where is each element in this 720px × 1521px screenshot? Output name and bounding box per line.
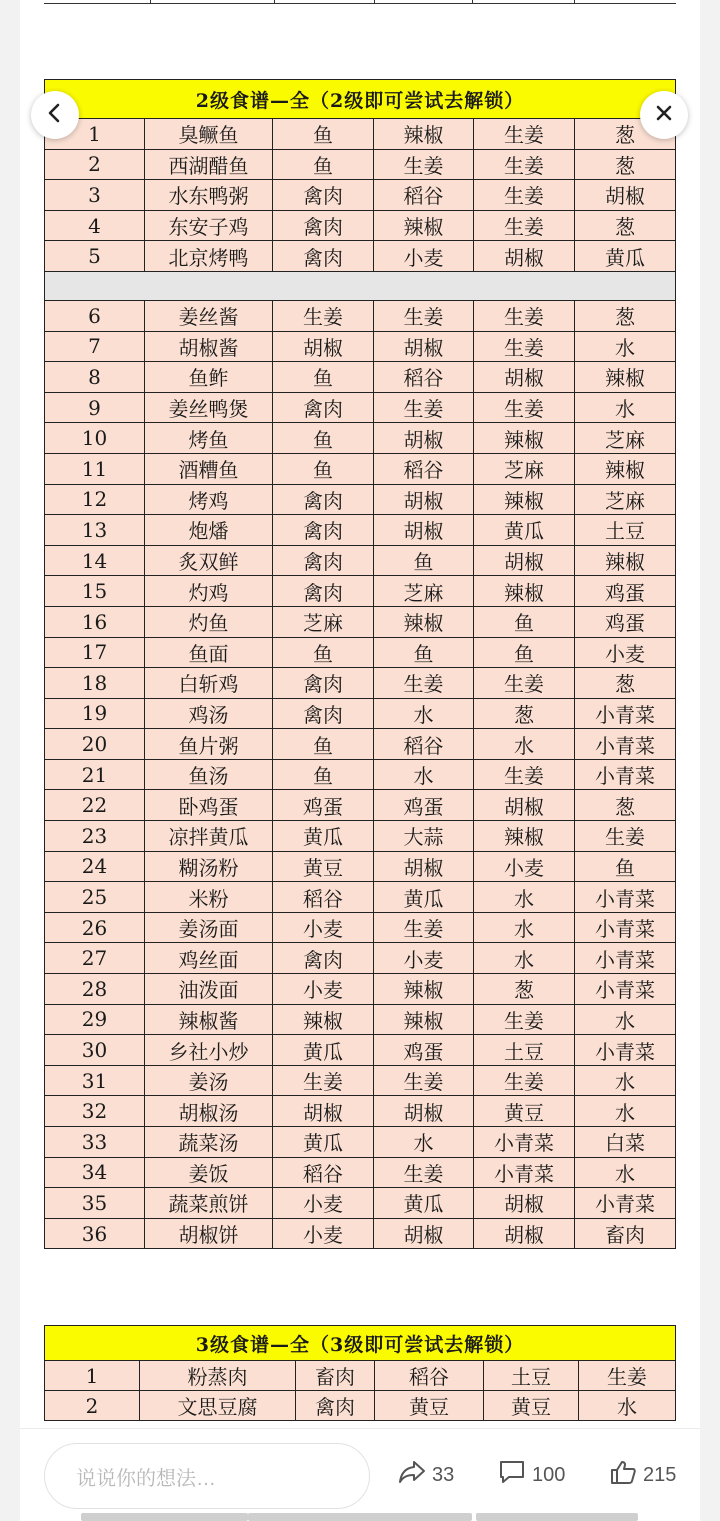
ingredient-cell: 稻谷 xyxy=(374,180,474,211)
ingredient-cell: 胡椒 xyxy=(374,1096,474,1127)
ingredient-cell: 芝麻 xyxy=(474,453,575,484)
ingredient-cell: 胡椒 xyxy=(374,331,474,362)
row-number-cell: 5 xyxy=(45,241,145,272)
row-number-cell: 34 xyxy=(45,1157,145,1188)
ingredient-cell: 生姜 xyxy=(474,210,575,241)
comment-icon xyxy=(498,1459,532,1491)
table-row xyxy=(45,515,676,546)
ingredient-cell: 水 xyxy=(374,698,474,729)
dish-name-cell: 文思豆腐 xyxy=(140,1391,296,1421)
ingredient-cell: 生姜 xyxy=(374,149,474,180)
row-number-cell: 33 xyxy=(45,1127,145,1158)
table-row xyxy=(45,119,676,150)
row-number-cell: 29 xyxy=(45,1004,145,1035)
ingredient-cell: 禽肉 xyxy=(273,515,374,546)
ingredient-cell: 稻谷 xyxy=(273,1157,374,1188)
ingredient-cell: 鱼 xyxy=(273,423,374,454)
ingredient-cell: 辣椒 xyxy=(575,453,676,484)
ingredient-cell: 稻谷 xyxy=(374,453,474,484)
table-row xyxy=(45,912,676,943)
ingredient-cell: 小青菜 xyxy=(575,882,676,913)
row-number-cell: 32 xyxy=(45,1096,145,1127)
table-row xyxy=(45,392,676,423)
ingredient-cell: 生姜 xyxy=(273,300,374,331)
ingredient-cell: 水 xyxy=(474,882,575,913)
ingredient-cell: 鸡蛋 xyxy=(374,790,474,821)
dish-name-cell: 凉拌黄瓜 xyxy=(145,821,273,852)
ingredient-cell: 生姜 xyxy=(474,1065,575,1096)
ingredient-cell: 生姜 xyxy=(374,1157,474,1188)
ingredient-cell: 葱 xyxy=(575,119,676,150)
dish-name-cell: 鱼鲊 xyxy=(145,362,273,393)
row-number-cell: 9 xyxy=(45,392,145,423)
table-title: 3级食谱—全（3级即可尝试去解锁） xyxy=(45,1326,676,1361)
row-number-cell: 35 xyxy=(45,1188,145,1219)
ingredient-cell: 鱼 xyxy=(474,606,575,637)
ingredient-cell: 胡椒 xyxy=(474,1188,575,1219)
ingredient-cell: 鸡蛋 xyxy=(575,606,676,637)
ingredient-cell: 小麦 xyxy=(273,1188,374,1219)
dish-name-cell: 卧鸡蛋 xyxy=(145,790,273,821)
ingredient-cell: 小青菜 xyxy=(575,729,676,760)
ingredient-cell: 鱼 xyxy=(575,851,676,882)
ingredient-cell: 胡椒 xyxy=(374,423,474,454)
row-number-cell: 6 xyxy=(45,300,145,331)
ingredient-cell: 鱼 xyxy=(273,362,374,393)
ingredient-cell: 鱼 xyxy=(273,119,374,150)
table-row xyxy=(45,790,676,821)
ingredient-cell: 小青菜 xyxy=(575,698,676,729)
ingredient-cell: 土豆 xyxy=(575,515,676,546)
dish-name-cell: 臭鳜鱼 xyxy=(145,119,273,150)
ingredient-cell: 芝麻 xyxy=(575,423,676,454)
ingredient-cell: 葱 xyxy=(575,149,676,180)
table-row xyxy=(45,1361,676,1391)
ingredient-cell: 鸡蛋 xyxy=(273,790,374,821)
comment-button[interactable] xyxy=(498,1459,565,1491)
ingredient-cell: 辣椒 xyxy=(474,821,575,852)
ingredient-cell: 水 xyxy=(575,331,676,362)
table-row xyxy=(45,300,676,331)
table-row xyxy=(45,210,676,241)
ingredient-cell: 辣椒 xyxy=(474,576,575,607)
ingredient-cell: 鱼 xyxy=(273,453,374,484)
dish-name-cell: 胡椒饼 xyxy=(145,1218,273,1249)
table-row xyxy=(45,729,676,760)
comment-count: 100 xyxy=(532,1463,566,1486)
ingredient-cell: 生姜 xyxy=(374,912,474,943)
close-icon xyxy=(654,103,674,127)
ingredient-cell: 水 xyxy=(474,943,575,974)
ingredient-cell: 辣椒 xyxy=(374,974,474,1005)
ingredient-cell: 小麦 xyxy=(273,912,374,943)
ingredient-cell: 生姜 xyxy=(273,1065,374,1096)
ingredient-cell: 生姜 xyxy=(474,119,575,150)
ingredient-cell: 水 xyxy=(575,1096,676,1127)
dish-name-cell: 东安子鸡 xyxy=(145,210,273,241)
ingredient-cell: 胡椒 xyxy=(374,484,474,515)
row-number-cell: 21 xyxy=(45,759,145,790)
ingredient-cell: 水 xyxy=(374,759,474,790)
ingredient-cell: 水 xyxy=(474,912,575,943)
thumbs-up-icon xyxy=(609,1459,643,1491)
ingredient-cell: 鸡蛋 xyxy=(575,576,676,607)
table-row xyxy=(45,362,676,393)
dish-name-cell: 油泼面 xyxy=(145,974,273,1005)
dish-name-cell: 辣椒酱 xyxy=(145,1004,273,1035)
ingredient-cell: 胡椒 xyxy=(575,180,676,211)
ingredient-cell: 小青菜 xyxy=(474,1157,575,1188)
row-number-cell: 12 xyxy=(45,484,145,515)
ingredient-cell: 黄瓜 xyxy=(374,1188,474,1219)
table-row xyxy=(45,974,676,1005)
dish-name-cell: 北京烤鸭 xyxy=(145,241,273,272)
table-row xyxy=(45,545,676,576)
ingredient-cell: 稻谷 xyxy=(375,1361,484,1391)
ingredient-cell: 小青菜 xyxy=(474,1127,575,1158)
comment-placeholder: 说说你的想法… xyxy=(76,1467,216,1490)
ingredient-cell: 土豆 xyxy=(484,1361,579,1391)
table-row xyxy=(45,484,676,515)
row-number-cell: 27 xyxy=(45,943,145,974)
ingredient-cell: 生姜 xyxy=(579,1361,676,1391)
dish-name-cell: 蔬菜煎饼 xyxy=(145,1188,273,1219)
dish-name-cell: 酒糟鱼 xyxy=(145,453,273,484)
ingredient-cell: 水 xyxy=(575,1004,676,1035)
ingredient-cell: 生姜 xyxy=(474,180,575,211)
dish-name-cell: 姜丝酱 xyxy=(145,300,273,331)
ingredient-cell: 畜肉 xyxy=(575,1218,676,1249)
ingredient-cell: 黄豆 xyxy=(474,1096,575,1127)
dish-name-cell: 胡椒汤 xyxy=(145,1096,273,1127)
ingredient-cell: 辣椒 xyxy=(374,210,474,241)
ingredient-cell: 胡椒 xyxy=(474,1218,575,1249)
row-number-cell: 24 xyxy=(45,851,145,882)
ingredient-cell: 鱼 xyxy=(273,149,374,180)
ingredient-cell: 禽肉 xyxy=(273,576,374,607)
ingredient-cell: 小麦 xyxy=(575,637,676,668)
ingredient-cell: 生姜 xyxy=(474,1004,575,1035)
ingredient-cell: 葱 xyxy=(575,210,676,241)
back-button[interactable] xyxy=(31,91,79,139)
ingredient-cell: 土豆 xyxy=(474,1035,575,1066)
ingredient-cell: 辣椒 xyxy=(474,423,575,454)
ingredient-cell: 生姜 xyxy=(575,821,676,852)
table-title: 2级食谱—全（2级即可尝试去解锁） xyxy=(45,80,676,119)
ingredient-cell: 禽肉 xyxy=(273,484,374,515)
ingredient-cell: 辣椒 xyxy=(273,1004,374,1035)
dish-name-cell: 蔬菜汤 xyxy=(145,1127,273,1158)
row-number-cell: 26 xyxy=(45,912,145,943)
table-separator-row xyxy=(45,271,676,300)
share-icon xyxy=(398,1459,432,1491)
dish-name-cell: 鱼片粥 xyxy=(145,729,273,760)
ingredient-cell: 禽肉 xyxy=(273,698,374,729)
dish-name-cell: 姜汤 xyxy=(145,1065,273,1096)
ingredient-cell: 生姜 xyxy=(474,331,575,362)
dish-name-cell: 乡社小炒 xyxy=(145,1035,273,1066)
row-number-cell: 2 xyxy=(45,149,145,180)
table-row xyxy=(45,698,676,729)
ingredient-cell: 黄瓜 xyxy=(374,882,474,913)
ingredient-cell: 芝麻 xyxy=(575,484,676,515)
ingredient-cell: 胡椒 xyxy=(374,851,474,882)
row-number-cell: 17 xyxy=(45,637,145,668)
like-button[interactable] xyxy=(609,1459,676,1491)
dish-name-cell: 姜汤面 xyxy=(145,912,273,943)
ingredient-cell: 小青菜 xyxy=(575,759,676,790)
row-number-cell: 8 xyxy=(45,362,145,393)
ingredient-cell: 小青菜 xyxy=(575,1188,676,1219)
dish-name-cell: 烤鸡 xyxy=(145,484,273,515)
row-number-cell: 3 xyxy=(45,180,145,211)
row-number-cell: 1 xyxy=(45,119,145,150)
row-number-cell: 15 xyxy=(45,576,145,607)
ingredient-cell: 小麦 xyxy=(474,851,575,882)
ingredient-cell: 胡椒 xyxy=(273,331,374,362)
table-row xyxy=(45,331,676,362)
ingredient-cell: 生姜 xyxy=(374,300,474,331)
row-number-cell: 1 xyxy=(45,1361,140,1391)
row-number-cell: 22 xyxy=(45,790,145,821)
row-number-cell: 10 xyxy=(45,423,145,454)
row-number-cell: 36 xyxy=(45,1218,145,1249)
row-number-cell: 23 xyxy=(45,821,145,852)
ingredient-cell: 辣椒 xyxy=(575,362,676,393)
ingredient-cell: 禽肉 xyxy=(273,392,374,423)
table-row xyxy=(45,1157,676,1188)
table-row xyxy=(45,851,676,882)
level2-recipe-table xyxy=(44,79,676,1249)
row-number-cell: 19 xyxy=(45,698,145,729)
ingredient-cell: 生姜 xyxy=(374,668,474,699)
ingredient-cell: 生姜 xyxy=(474,759,575,790)
share-count: 33 xyxy=(432,1463,455,1486)
ingredient-cell: 禽肉 xyxy=(273,180,374,211)
ingredient-cell: 黄瓜 xyxy=(273,1035,374,1066)
ingredient-cell: 芝麻 xyxy=(273,606,374,637)
ingredient-cell: 辣椒 xyxy=(374,606,474,637)
close-button[interactable] xyxy=(640,91,688,139)
bottom-action-bar xyxy=(20,1428,700,1521)
ingredient-cell: 水 xyxy=(374,1127,474,1158)
row-number-cell: 30 xyxy=(45,1035,145,1066)
row-number-cell: 11 xyxy=(45,453,145,484)
ingredient-cell: 稻谷 xyxy=(374,729,474,760)
ingredient-cell: 胡椒 xyxy=(474,545,575,576)
ingredient-cell: 葱 xyxy=(575,300,676,331)
ingredient-cell: 小青菜 xyxy=(575,974,676,1005)
chevron-left-icon xyxy=(44,102,66,128)
dish-name-cell: 白斩鸡 xyxy=(145,668,273,699)
row-number-cell: 28 xyxy=(45,974,145,1005)
ingredient-cell: 黄瓜 xyxy=(474,515,575,546)
ingredient-cell: 禽肉 xyxy=(273,545,374,576)
row-number-cell: 2 xyxy=(45,1391,140,1421)
ingredient-cell: 禽肉 xyxy=(273,943,374,974)
ingredient-cell: 葱 xyxy=(474,698,575,729)
row-number-cell: 4 xyxy=(45,210,145,241)
dish-name-cell: 鱼汤 xyxy=(145,759,273,790)
row-number-cell: 31 xyxy=(45,1065,145,1096)
dish-name-cell: 鱼面 xyxy=(145,637,273,668)
ingredient-cell: 禽肉 xyxy=(273,668,374,699)
row-number-cell: 16 xyxy=(45,606,145,637)
ingredient-cell: 生姜 xyxy=(474,149,575,180)
table-row xyxy=(45,423,676,454)
ingredient-cell: 小青菜 xyxy=(575,1035,676,1066)
ingredient-cell: 水 xyxy=(575,1157,676,1188)
ingredient-cell: 小青菜 xyxy=(575,912,676,943)
ingredient-cell: 辣椒 xyxy=(374,119,474,150)
table-row xyxy=(45,149,676,180)
ingredient-cell: 小麦 xyxy=(273,1218,374,1249)
table-row xyxy=(45,453,676,484)
ingredient-cell: 鱼 xyxy=(374,637,474,668)
table-row xyxy=(45,606,676,637)
ingredient-cell: 水 xyxy=(474,729,575,760)
row-number-cell: 20 xyxy=(45,729,145,760)
ingredient-cell: 小麦 xyxy=(374,943,474,974)
table-row xyxy=(45,759,676,790)
table-row xyxy=(45,1188,676,1219)
dish-name-cell: 米粉 xyxy=(145,882,273,913)
ingredient-cell: 稻谷 xyxy=(273,882,374,913)
ingredient-cell: 胡椒 xyxy=(474,241,575,272)
ingredient-cell: 鱼 xyxy=(474,637,575,668)
ingredient-cell: 生姜 xyxy=(374,392,474,423)
ingredient-cell: 小麦 xyxy=(374,241,474,272)
table-row xyxy=(45,180,676,211)
dish-name-cell: 粉蒸肉 xyxy=(140,1361,296,1391)
table-row xyxy=(45,1035,676,1066)
ingredient-cell: 稻谷 xyxy=(374,362,474,393)
ingredient-cell: 胡椒 xyxy=(474,790,575,821)
ingredient-cell: 小青菜 xyxy=(575,943,676,974)
ingredient-cell: 水 xyxy=(575,392,676,423)
table-row xyxy=(45,1065,676,1096)
row-number-cell: 13 xyxy=(45,515,145,546)
share-button[interactable] xyxy=(398,1459,454,1491)
ingredient-cell: 辣椒 xyxy=(575,545,676,576)
dish-name-cell: 姜丝鸭煲 xyxy=(145,392,273,423)
ingredient-cell: 水 xyxy=(575,1065,676,1096)
dish-name-cell: 炙双鲜 xyxy=(145,545,273,576)
ingredient-cell: 鸡蛋 xyxy=(374,1035,474,1066)
ingredient-cell: 禽肉 xyxy=(273,210,374,241)
ingredient-cell: 禽肉 xyxy=(273,241,374,272)
ingredient-cell: 胡椒 xyxy=(273,1096,374,1127)
table-row xyxy=(45,1218,676,1249)
table-row xyxy=(45,882,676,913)
table-row xyxy=(45,241,676,272)
table-row xyxy=(45,1127,676,1158)
ingredient-cell: 禽肉 xyxy=(296,1391,375,1421)
comment-input[interactable] xyxy=(44,1443,370,1509)
ingredient-cell: 胡椒 xyxy=(474,362,575,393)
ingredient-cell: 黄豆 xyxy=(484,1391,579,1421)
ingredient-cell: 生姜 xyxy=(474,392,575,423)
ingredient-cell: 鱼 xyxy=(273,729,374,760)
table-row xyxy=(45,1391,676,1421)
ingredient-cell: 芝麻 xyxy=(374,576,474,607)
level3-recipe-table xyxy=(44,1325,676,1421)
ingredient-cell: 黄瓜 xyxy=(273,1127,374,1158)
row-number-cell: 14 xyxy=(45,545,145,576)
dish-name-cell: 胡椒酱 xyxy=(145,331,273,362)
dish-name-cell: 炮燔 xyxy=(145,515,273,546)
dish-name-cell: 鸡丝面 xyxy=(145,943,273,974)
table-row xyxy=(45,1004,676,1035)
ingredient-cell: 鱼 xyxy=(273,637,374,668)
table-row xyxy=(45,1096,676,1127)
ingredient-cell: 葱 xyxy=(575,668,676,699)
ingredient-cell: 黄瓜 xyxy=(575,241,676,272)
ingredient-cell: 生姜 xyxy=(374,1065,474,1096)
table-row xyxy=(45,943,676,974)
ingredient-cell: 鱼 xyxy=(374,545,474,576)
ingredient-cell: 白菜 xyxy=(575,1127,676,1158)
table-row xyxy=(45,637,676,668)
dish-name-cell: 水东鸭粥 xyxy=(145,180,273,211)
dish-name-cell: 烤鱼 xyxy=(145,423,273,454)
dish-name-cell: 灼鱼 xyxy=(145,606,273,637)
ingredient-cell: 畜肉 xyxy=(296,1361,375,1391)
ingredient-cell: 黄豆 xyxy=(375,1391,484,1421)
ingredient-cell: 葱 xyxy=(474,974,575,1005)
table-row xyxy=(45,668,676,699)
previous-table-edge xyxy=(44,0,676,4)
dish-name-cell: 西湖醋鱼 xyxy=(145,149,273,180)
ingredient-cell: 黄豆 xyxy=(273,851,374,882)
row-number-cell: 18 xyxy=(45,668,145,699)
ingredient-cell: 辣椒 xyxy=(474,484,575,515)
ingredient-cell: 大蒜 xyxy=(374,821,474,852)
dish-name-cell: 糊汤粉 xyxy=(145,851,273,882)
ingredient-cell: 黄瓜 xyxy=(273,821,374,852)
table-row xyxy=(45,576,676,607)
ingredient-cell: 鱼 xyxy=(273,759,374,790)
ingredient-cell: 生姜 xyxy=(474,300,575,331)
like-count: 215 xyxy=(643,1463,677,1486)
ingredient-cell: 水 xyxy=(579,1391,676,1421)
row-number-cell: 25 xyxy=(45,882,145,913)
ingredient-cell: 胡椒 xyxy=(374,1218,474,1249)
ingredient-cell: 胡椒 xyxy=(374,515,474,546)
row-number-cell: 7 xyxy=(45,331,145,362)
dish-name-cell: 鸡汤 xyxy=(145,698,273,729)
ingredient-cell: 生姜 xyxy=(474,668,575,699)
table-row xyxy=(45,821,676,852)
ingredient-cell: 葱 xyxy=(575,790,676,821)
dish-name-cell: 灼鸡 xyxy=(145,576,273,607)
ingredient-cell: 小麦 xyxy=(273,974,374,1005)
dish-name-cell: 姜饭 xyxy=(145,1157,273,1188)
ingredient-cell: 辣椒 xyxy=(374,1004,474,1035)
